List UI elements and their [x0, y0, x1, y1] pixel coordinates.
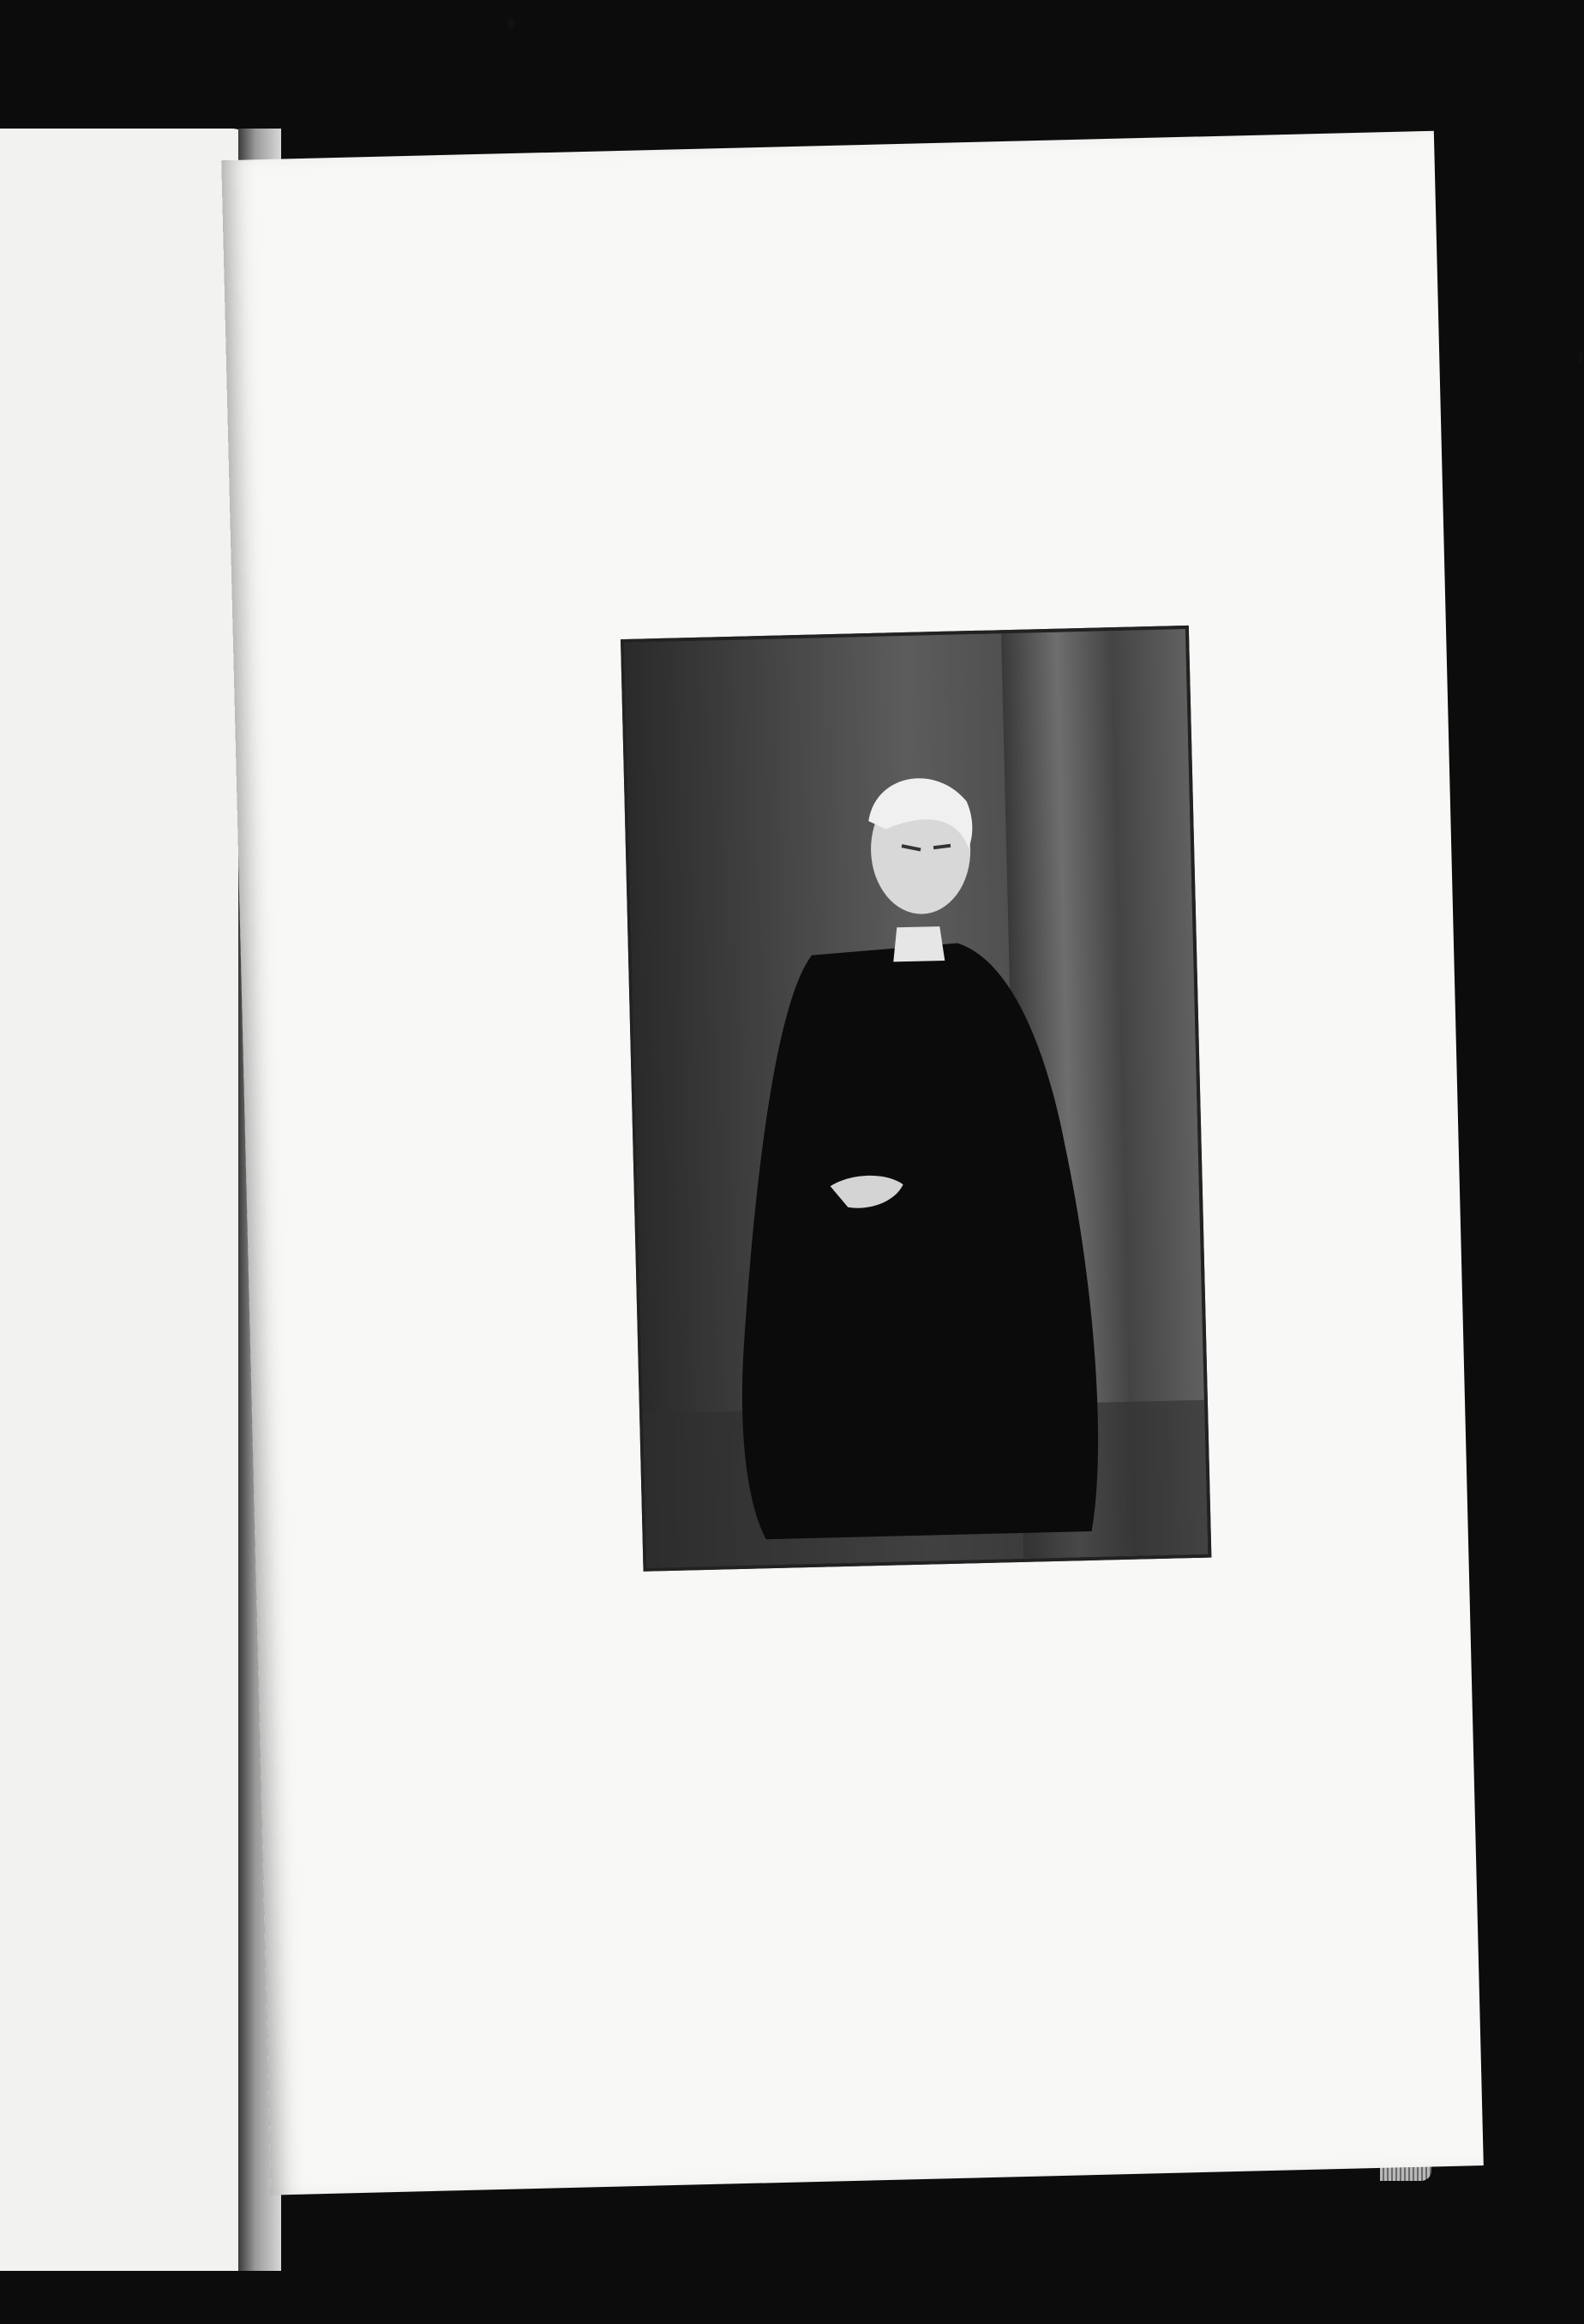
portrait-photograph: [621, 626, 1211, 1572]
top-paragraph: [321, 350, 1263, 373]
film-speck: [507, 17, 514, 29]
left-facing-page: [0, 129, 257, 2271]
film-speck: [1579, 351, 1583, 363]
side-column-text: [310, 627, 602, 634]
bottom-paragraph: [327, 1678, 1279, 1701]
right-page: [221, 131, 1484, 2195]
portrait-image: [624, 629, 1208, 1568]
